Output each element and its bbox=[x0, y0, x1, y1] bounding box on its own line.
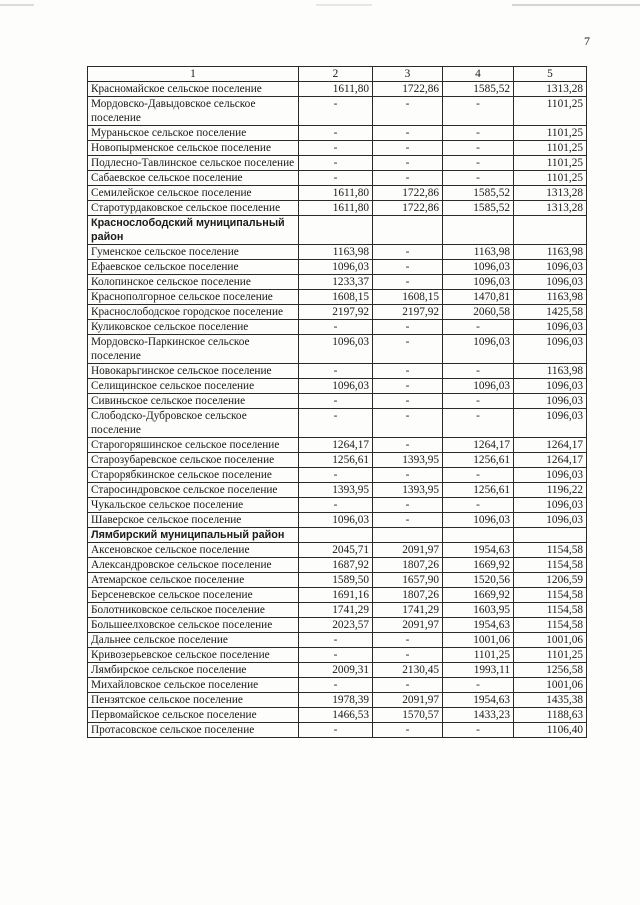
value-cell: - bbox=[299, 468, 373, 483]
value-cell: 1096,03 bbox=[299, 260, 373, 275]
settlement-name: Гуменское сельское поселение bbox=[88, 245, 299, 260]
value-cell: - bbox=[373, 275, 443, 290]
value-cell: 1096,03 bbox=[443, 260, 514, 275]
table-row bbox=[88, 588, 587, 603]
value-cell: 1096,03 bbox=[514, 379, 587, 394]
header-row bbox=[88, 67, 587, 82]
value-cell: 1691,16 bbox=[299, 588, 373, 603]
value-cell: 1106,40 bbox=[514, 723, 587, 738]
value-cell bbox=[514, 216, 587, 245]
value-cell: 1608,15 bbox=[299, 290, 373, 305]
value-cell: 1101,25 bbox=[443, 648, 514, 663]
table-row bbox=[88, 678, 587, 693]
table-row bbox=[88, 379, 587, 394]
table-row bbox=[88, 82, 587, 97]
value-cell: - bbox=[443, 394, 514, 409]
table-row bbox=[88, 320, 587, 335]
value-cell: - bbox=[373, 394, 443, 409]
value-cell bbox=[299, 216, 373, 245]
value-cell: - bbox=[373, 335, 443, 364]
value-cell: 1096,03 bbox=[443, 335, 514, 364]
value-cell: 1608,15 bbox=[373, 290, 443, 305]
settlement-name: Краснослободское городское поселение bbox=[88, 305, 299, 320]
column-header: 5 bbox=[514, 67, 587, 82]
value-cell: 1954,63 bbox=[443, 543, 514, 558]
value-cell: 1101,25 bbox=[514, 156, 587, 171]
value-cell: 1256,61 bbox=[443, 453, 514, 468]
settlement-name: Подлесно-Тавлинское сельское поселение bbox=[88, 156, 299, 171]
settlement-name: Чукальское сельское поселение bbox=[88, 498, 299, 513]
table-body bbox=[88, 82, 587, 738]
table-row bbox=[88, 633, 587, 648]
settlement-name: Шаверское сельское поселение bbox=[88, 513, 299, 528]
settlement-name: Старосиндровское сельское поселение bbox=[88, 483, 299, 498]
value-cell bbox=[373, 216, 443, 245]
value-cell: - bbox=[373, 126, 443, 141]
value-cell: 1993,11 bbox=[443, 663, 514, 678]
settlement-name: Новопырменское сельское поселение bbox=[88, 141, 299, 156]
value-cell: 1669,92 bbox=[443, 558, 514, 573]
value-cell: 1393,95 bbox=[373, 453, 443, 468]
value-cell: 1096,03 bbox=[514, 513, 587, 528]
value-cell: 1256,61 bbox=[443, 483, 514, 498]
value-cell: - bbox=[299, 126, 373, 141]
value-cell: 1196,22 bbox=[514, 483, 587, 498]
column-header: 4 bbox=[443, 67, 514, 82]
settlement-name: Мордовско-Давыдовское сельское поселение bbox=[88, 97, 299, 126]
value-cell: 1096,03 bbox=[299, 335, 373, 364]
value-cell: - bbox=[373, 141, 443, 156]
value-cell: 2009,31 bbox=[299, 663, 373, 678]
value-cell: 1611,80 bbox=[299, 201, 373, 216]
value-cell: 2023,57 bbox=[299, 618, 373, 633]
settlement-name: Михайловское сельское поселение bbox=[88, 678, 299, 693]
value-cell: 1954,63 bbox=[443, 693, 514, 708]
settlement-name: Аксеновское сельское поселение bbox=[88, 543, 299, 558]
value-cell: 1154,58 bbox=[514, 543, 587, 558]
value-cell: - bbox=[299, 156, 373, 171]
value-cell: 1313,28 bbox=[514, 201, 587, 216]
settlement-name: Семилейское сельское поселение bbox=[88, 186, 299, 201]
value-cell: 1741,29 bbox=[299, 603, 373, 618]
value-cell: 1741,29 bbox=[373, 603, 443, 618]
table-row bbox=[88, 126, 587, 141]
value-cell: 1096,03 bbox=[514, 394, 587, 409]
value-cell bbox=[373, 528, 443, 543]
value-cell: - bbox=[373, 171, 443, 186]
table-row bbox=[88, 141, 587, 156]
value-cell: 1722,86 bbox=[373, 82, 443, 97]
table-row bbox=[88, 409, 587, 438]
value-cell: 1669,92 bbox=[443, 588, 514, 603]
table-row bbox=[88, 723, 587, 738]
value-cell: - bbox=[373, 438, 443, 453]
table-row bbox=[88, 394, 587, 409]
value-cell: - bbox=[373, 648, 443, 663]
value-cell: - bbox=[373, 723, 443, 738]
table-row bbox=[88, 513, 587, 528]
value-cell: 1001,06 bbox=[514, 678, 587, 693]
value-cell: 1163,98 bbox=[299, 245, 373, 260]
value-cell: - bbox=[299, 97, 373, 126]
settlement-name: Краснополгорное сельское поселение bbox=[88, 290, 299, 305]
value-cell: 1096,03 bbox=[514, 468, 587, 483]
value-cell: - bbox=[443, 320, 514, 335]
value-cell: - bbox=[443, 156, 514, 171]
column-header: 3 bbox=[373, 67, 443, 82]
value-cell: 1657,90 bbox=[373, 573, 443, 588]
table-row bbox=[88, 335, 587, 364]
value-cell: 1807,26 bbox=[373, 588, 443, 603]
value-cell: - bbox=[299, 498, 373, 513]
value-cell: 1233,37 bbox=[299, 275, 373, 290]
settlement-name: Сабаевское сельское поселение bbox=[88, 171, 299, 186]
table-row bbox=[88, 275, 587, 290]
value-cell: 1603,95 bbox=[443, 603, 514, 618]
value-cell: - bbox=[443, 498, 514, 513]
value-cell: 1256,61 bbox=[299, 453, 373, 468]
value-cell: 1954,63 bbox=[443, 618, 514, 633]
settlement-name: Сивиньское сельское поселение bbox=[88, 394, 299, 409]
table-row bbox=[88, 171, 587, 186]
settlement-name: Пензятское сельское поселение bbox=[88, 693, 299, 708]
value-cell bbox=[514, 528, 587, 543]
value-cell: - bbox=[373, 409, 443, 438]
settlement-name: Большеелховское сельское поселение bbox=[88, 618, 299, 633]
table-row bbox=[88, 156, 587, 171]
value-cell: 1585,52 bbox=[443, 82, 514, 97]
value-cell: - bbox=[443, 171, 514, 186]
table-row bbox=[88, 648, 587, 663]
value-cell: 1393,95 bbox=[299, 483, 373, 498]
value-cell: - bbox=[299, 723, 373, 738]
value-cell: - bbox=[373, 364, 443, 379]
value-cell: 1096,03 bbox=[443, 513, 514, 528]
value-cell: 1154,58 bbox=[514, 618, 587, 633]
value-cell: 2091,97 bbox=[373, 618, 443, 633]
value-cell: 1722,86 bbox=[373, 186, 443, 201]
value-cell: - bbox=[299, 364, 373, 379]
data-table bbox=[87, 66, 587, 738]
value-cell: - bbox=[299, 320, 373, 335]
value-cell: 2130,45 bbox=[373, 663, 443, 678]
value-cell: 2060,58 bbox=[443, 305, 514, 320]
table-row bbox=[88, 573, 587, 588]
value-cell: - bbox=[373, 260, 443, 275]
value-cell: 1687,92 bbox=[299, 558, 373, 573]
value-cell: 1096,03 bbox=[514, 409, 587, 438]
value-cell: - bbox=[443, 678, 514, 693]
table-row bbox=[88, 245, 587, 260]
value-cell: - bbox=[373, 513, 443, 528]
table-row bbox=[88, 618, 587, 633]
settlement-name: Кривозерьевское сельское поселение bbox=[88, 648, 299, 663]
value-cell: 1163,98 bbox=[514, 290, 587, 305]
value-cell: 1264,17 bbox=[514, 453, 587, 468]
scan-artifact bbox=[512, 4, 640, 6]
value-cell: - bbox=[299, 678, 373, 693]
value-cell: 1096,03 bbox=[299, 379, 373, 394]
value-cell: 1101,25 bbox=[514, 171, 587, 186]
value-cell: 1163,98 bbox=[514, 245, 587, 260]
value-cell: - bbox=[299, 648, 373, 663]
value-cell: 1425,58 bbox=[514, 305, 587, 320]
value-cell: 1313,28 bbox=[514, 186, 587, 201]
value-cell: 1313,28 bbox=[514, 82, 587, 97]
table-row bbox=[88, 483, 587, 498]
value-cell bbox=[443, 528, 514, 543]
value-cell: 1470,81 bbox=[443, 290, 514, 305]
settlement-name: Александровское сельское поселение bbox=[88, 558, 299, 573]
value-cell: - bbox=[443, 364, 514, 379]
settlement-name: Мураньское сельское поселение bbox=[88, 126, 299, 141]
settlement-name: Первомайское сельское поселение bbox=[88, 708, 299, 723]
value-cell: - bbox=[443, 141, 514, 156]
value-cell: 1101,25 bbox=[514, 141, 587, 156]
table-row bbox=[88, 305, 587, 320]
value-cell: 1466,53 bbox=[299, 708, 373, 723]
settlement-name: Ефаевское сельское поселение bbox=[88, 260, 299, 275]
value-cell bbox=[299, 528, 373, 543]
table-row bbox=[88, 364, 587, 379]
settlement-name: Старотурдаковское сельское поселение bbox=[88, 201, 299, 216]
value-cell: - bbox=[299, 171, 373, 186]
value-cell: - bbox=[373, 678, 443, 693]
section-row bbox=[88, 528, 587, 543]
value-cell: 1611,80 bbox=[299, 82, 373, 97]
value-cell: 1096,03 bbox=[443, 379, 514, 394]
value-cell: 1163,98 bbox=[514, 364, 587, 379]
value-cell: 1101,25 bbox=[514, 648, 587, 663]
value-cell: - bbox=[299, 633, 373, 648]
value-cell: - bbox=[443, 97, 514, 126]
settlement-name: Селищинское сельское поселение bbox=[88, 379, 299, 394]
settlement-name: Слободско-Дубровское сельское поселение bbox=[88, 409, 299, 438]
value-cell: 1264,17 bbox=[514, 438, 587, 453]
value-cell: 1722,86 bbox=[373, 201, 443, 216]
value-cell: - bbox=[443, 126, 514, 141]
table-row bbox=[88, 498, 587, 513]
value-cell: - bbox=[443, 468, 514, 483]
table-row bbox=[88, 453, 587, 468]
page-number: 7 bbox=[584, 34, 590, 48]
value-cell: 1807,26 bbox=[373, 558, 443, 573]
value-cell: - bbox=[373, 468, 443, 483]
table-row bbox=[88, 201, 587, 216]
value-cell: 1256,58 bbox=[514, 663, 587, 678]
settlement-name: Болотниковское сельское поселение bbox=[88, 603, 299, 618]
table-row bbox=[88, 186, 587, 201]
value-cell: 1435,38 bbox=[514, 693, 587, 708]
value-cell: 2045,71 bbox=[299, 543, 373, 558]
value-cell: 1096,03 bbox=[443, 275, 514, 290]
value-cell: 1096,03 bbox=[299, 513, 373, 528]
value-cell: 2197,92 bbox=[373, 305, 443, 320]
table-row bbox=[88, 603, 587, 618]
value-cell: 1264,17 bbox=[443, 438, 514, 453]
value-cell: 1264,17 bbox=[299, 438, 373, 453]
settlement-name: Лямбирское сельское поселение bbox=[88, 663, 299, 678]
district-name: Лямбирский муниципальный район bbox=[88, 528, 299, 543]
scan-artifact bbox=[0, 4, 34, 6]
settlement-name: Берсеневское сельское поселение bbox=[88, 588, 299, 603]
table-row bbox=[88, 558, 587, 573]
value-cell: - bbox=[373, 320, 443, 335]
value-cell: 1206,59 bbox=[514, 573, 587, 588]
table-row bbox=[88, 693, 587, 708]
value-cell: - bbox=[299, 409, 373, 438]
value-cell: - bbox=[299, 394, 373, 409]
value-cell: 1433,23 bbox=[443, 708, 514, 723]
value-cell: 1096,03 bbox=[514, 260, 587, 275]
value-cell: 1101,25 bbox=[514, 126, 587, 141]
settlement-name: Мордовско-Паркинское сельское поселение bbox=[88, 335, 299, 364]
value-cell: 1001,06 bbox=[514, 633, 587, 648]
value-cell: 1154,58 bbox=[514, 603, 587, 618]
value-cell: 1570,57 bbox=[373, 708, 443, 723]
settlement-name: Куликовское сельское поселение bbox=[88, 320, 299, 335]
value-cell: - bbox=[373, 379, 443, 394]
settlement-name: Старогоряшинское сельское поселение bbox=[88, 438, 299, 453]
column-header: 2 bbox=[299, 67, 373, 82]
value-cell: 1393,95 bbox=[373, 483, 443, 498]
table-row bbox=[88, 468, 587, 483]
value-cell: 1520,56 bbox=[443, 573, 514, 588]
table-row bbox=[88, 97, 587, 126]
value-cell: - bbox=[443, 723, 514, 738]
value-cell: 1585,52 bbox=[443, 201, 514, 216]
value-cell: 1154,58 bbox=[514, 558, 587, 573]
value-cell: 1589,50 bbox=[299, 573, 373, 588]
settlement-name: Старозубаревское сельское поселение bbox=[88, 453, 299, 468]
settlement-name: Атемарское сельское поселение bbox=[88, 573, 299, 588]
section-row bbox=[88, 216, 587, 245]
value-cell: - bbox=[299, 141, 373, 156]
settlement-name: Дальнее сельское поселение bbox=[88, 633, 299, 648]
value-cell: - bbox=[373, 97, 443, 126]
table-row bbox=[88, 260, 587, 275]
settlement-name: Старорябкинское сельское поселение bbox=[88, 468, 299, 483]
value-cell: 2091,97 bbox=[373, 543, 443, 558]
value-cell: 1096,03 bbox=[514, 320, 587, 335]
value-cell: 1096,03 bbox=[514, 275, 587, 290]
value-cell: - bbox=[373, 156, 443, 171]
value-cell: 1611,80 bbox=[299, 186, 373, 201]
settlement-name: Колопинское сельское поселение bbox=[88, 275, 299, 290]
settlement-name: Протасовское сельское поселение bbox=[88, 723, 299, 738]
value-cell: 2091,97 bbox=[373, 693, 443, 708]
table-row bbox=[88, 543, 587, 558]
settlement-name: Красномайское сельское поселение bbox=[88, 82, 299, 97]
table-row bbox=[88, 290, 587, 305]
value-cell: 1978,39 bbox=[299, 693, 373, 708]
table-row bbox=[88, 438, 587, 453]
value-cell: 1163,98 bbox=[443, 245, 514, 260]
value-cell: 1154,58 bbox=[514, 588, 587, 603]
value-cell: 2197,92 bbox=[299, 305, 373, 320]
value-cell: 1096,03 bbox=[514, 498, 587, 513]
value-cell: 1585,52 bbox=[443, 186, 514, 201]
value-cell: 1188,63 bbox=[514, 708, 587, 723]
settlement-name: Новокарьгинское сельское поселение bbox=[88, 364, 299, 379]
value-cell: - bbox=[373, 245, 443, 260]
value-cell: - bbox=[443, 409, 514, 438]
table-row bbox=[88, 708, 587, 723]
value-cell: 1101,25 bbox=[514, 97, 587, 126]
table-row bbox=[88, 663, 587, 678]
column-header: 1 bbox=[88, 67, 299, 82]
value-cell: - bbox=[373, 633, 443, 648]
value-cell bbox=[443, 216, 514, 245]
value-cell: 1001,06 bbox=[443, 633, 514, 648]
district-name: Краснослободский муниципальный район bbox=[88, 216, 299, 245]
scan-artifact bbox=[316, 4, 372, 6]
value-cell: 1096,03 bbox=[514, 335, 587, 364]
value-cell: - bbox=[373, 498, 443, 513]
